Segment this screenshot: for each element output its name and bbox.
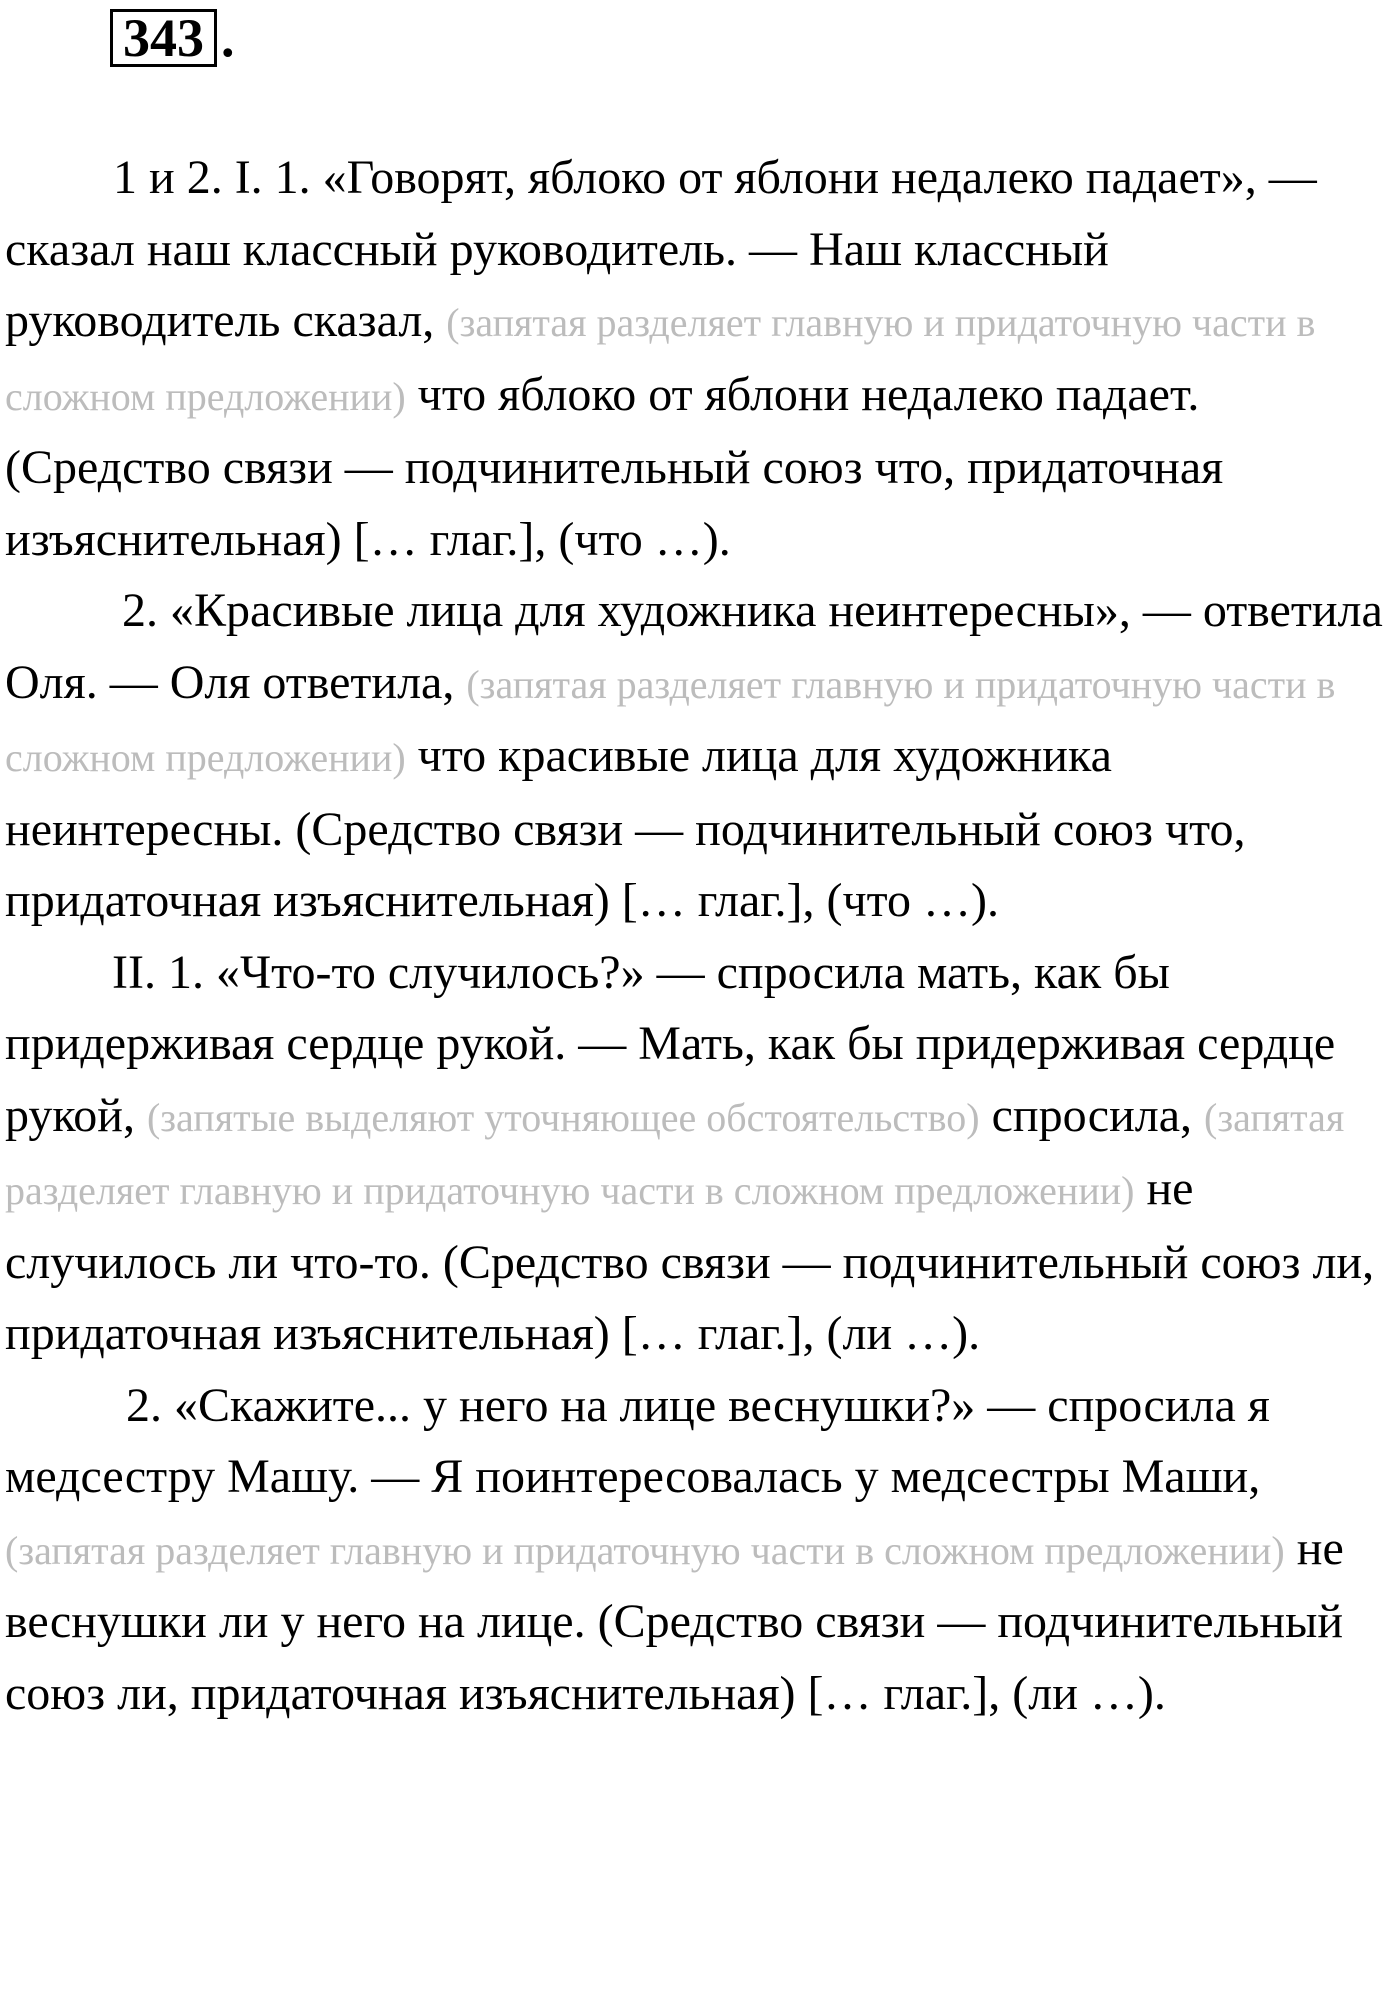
text-run: 2. «Красивые лица для художника неинтересны», — ответила Оля. — Оля ответила, — [5, 584, 1383, 709]
text-run: что яблоко от яблони недалеко падает. (Средство связи — подчинительный союз что, придаточная изъяснительная) [… глаг.], (что …). — [5, 367, 1224, 566]
text-run: не веснушки ли у него на лице. (Средство связи — подчинительный союз ли, придаточная изъяснительная) [… глаг.], (ли …). — [5, 1521, 1344, 1720]
punctuation-note: (запятая разделяет главную и придаточную части в сложном предложении) — [5, 1527, 1285, 1573]
punctuation-note: (запятые выделяют уточняющее обстоятельство) — [146, 1094, 980, 1140]
text-run: не случилось ли что-то. (Средство связи — подчинительный союз ли, придаточная изъяснительная) [… глаг.], (ли …). — [5, 1162, 1375, 1360]
paragraph-4 — [5, 1370, 1390, 1730]
paragraph-2 — [5, 575, 1390, 937]
punctuation-note: (запятая разделяет главную и придаточную части в сложном предложении) — [5, 661, 1336, 780]
punctuation-note: (запятая разделяет главную и придаточную части в сложном предложении) — [5, 1094, 1345, 1213]
punctuation-note: (запятая разделяет главную и придаточную части в сложном предложении) — [5, 300, 1316, 419]
text-run: II. 1. «Что-то случилось?» — спросила мать, как бы придерживая сердце рукой. — Мать, как бы придерживая сердце рукой, — [5, 945, 1336, 1142]
exercise-number-box: 343 — [110, 9, 217, 67]
paragraph-3 — [5, 937, 1390, 1370]
text-run: что красивые лица для художника неинтересны. (Средство связи — подчинительный союз что, придаточная изъяснительная) [… глаг.], (что …). — [5, 729, 1246, 927]
answer-text — [5, 142, 1390, 1729]
text-run: 1 и 2. I. 1. «Говорят, яблоко от яблони недалеко падает», — сказал наш классный руководитель. — Наш классный руководитель сказал, — [5, 151, 1317, 347]
exercise-number — [110, 8, 235, 68]
paragraph-1 — [5, 142, 1390, 575]
exercise-number-dot: . — [221, 8, 235, 68]
text-run: спросила, — [979, 1088, 1205, 1142]
text-run: 2. «Скажите... у него на лице веснушки?» — спросила я медсестру Машу. — Я поинтересовалась у медсестры Маши, — [5, 1378, 1270, 1503]
